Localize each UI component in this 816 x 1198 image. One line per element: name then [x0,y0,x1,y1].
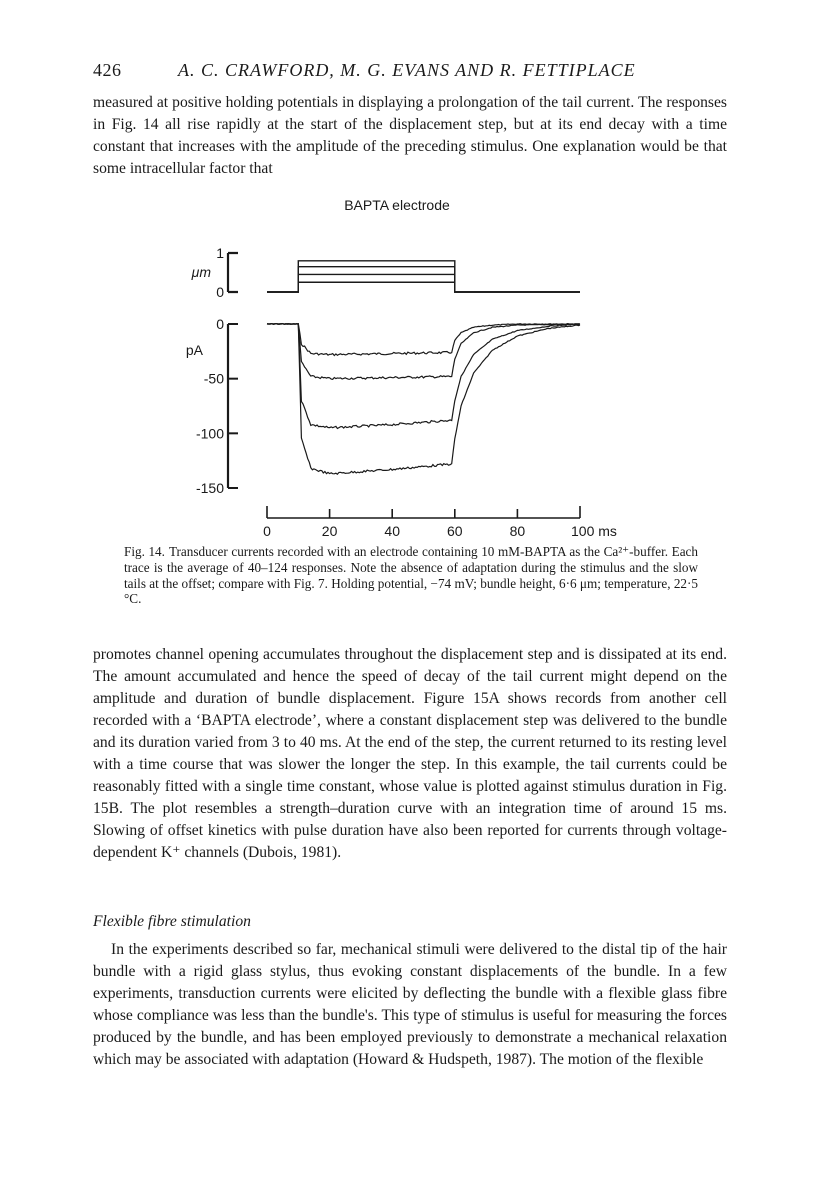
paragraph-2: promotes channel opening accumulates throughout the displacement step and is dissipated at its end. The amount accumulated and hence the speed of decay of the tail current might depend on the amplitude and duration of bundle displacement. Figure 15A shows records from another cell recorded with a ‘BAPTA electrode’, where a constant displacement step was delivered to the bundle and its duration varied from 3 to 40 ms. At the end of the step, the current returned to its resting level with a time course that was slower the longer the step. In this example, the tail currents could be reasonably fitted with a single time constant, whose value is plotted against stimulus duration in Fig. 15B. The plot resembles a strength–duration curve with an integration time of around 15 ms. Slowing of offset kinetics with pulse duration have also been reported for currents through voltage-dependent K⁺ channels (Dubois, 1981). [93,646,727,861]
caption-text: Transducer currents recorded with an electrode containing 10 mM-BAPTA as the Ca²⁺-buffer. Each trace is the average of 40–124 responses. Note the absence of adaptation during the stimulus and the slow tails at the offset; compare with Fig. 7. Holding potential, −74 mV; bundle height, 6·6 μm; temperature, 22·5 °C. [124,544,698,607]
caption-label: Fig. 14. [124,544,165,559]
current-trace [267,324,580,475]
page-number: 426 [93,60,122,80]
stim-tick-top: 1 [216,245,224,261]
paragraph-1: measured at positive holding potentials in displaying a prolongation of the tail current. The responses in Fig. 14 all rise rapidly at the start of the displacement step, but at its end decay with a time constant that increases with the amplitude of the preceding stimulus. One explanation would be that some intracellular factor that [93,94,727,177]
current-tick-label: 0 [216,316,224,332]
running-authors: A. C. CRAWFORD, M. G. EVANS AND R. FETTIPLACE [178,60,636,80]
time-tick-label: 0 [263,523,271,539]
time-tick-label: 20 [321,523,338,539]
current-unit-label: pA [185,342,203,358]
stimulus-step-trace [267,282,580,292]
figure-caption [124,544,698,607]
time-axis-ticks [263,506,617,539]
stimulus-scale-bar [228,253,238,292]
stimulus-step-trace [267,274,580,292]
time-tick-label: 60 [447,523,463,539]
section-heading: Flexible fibre stimulation [93,913,251,930]
current-tick-label: -150 [195,480,224,496]
paragraph-3: In the experiments described so far, mechanical stimuli were delivered to the distal tip of the hair bundle with a rigid glass stylus, thus evoking constant displacements of the bundle. In a few experiments, transduction currents were elicited by deflecting the bundle with a flexible glass fibre whose compliance was less than the bundle's. This type of stimulus is useful for measuring the forces produced by the bundle, and has been employed previously to demonstrate a mechanical relaxation which may be associated with adaptation (Howard & Hudspeth, 1987). The motion of the flexible [93,941,727,1068]
time-tick-label: 40 [384,523,400,539]
figure-14 [0,190,816,540]
stim-tick-bottom: 0 [216,284,224,300]
stimulus-step-trace [267,267,580,292]
time-tick-label: 80 [509,523,526,539]
current-tick-label: -50 [203,370,224,387]
stimulus-traces [267,261,580,292]
current-tick-label: -100 [195,425,224,442]
stimulus-step-trace [267,261,580,292]
running-header [93,60,727,86]
time-tick-label: 100 ms [571,523,617,539]
stimulus-unit-label: μm [191,264,211,280]
figure-title: BAPTA electrode [344,197,450,213]
current-traces [267,324,580,475]
